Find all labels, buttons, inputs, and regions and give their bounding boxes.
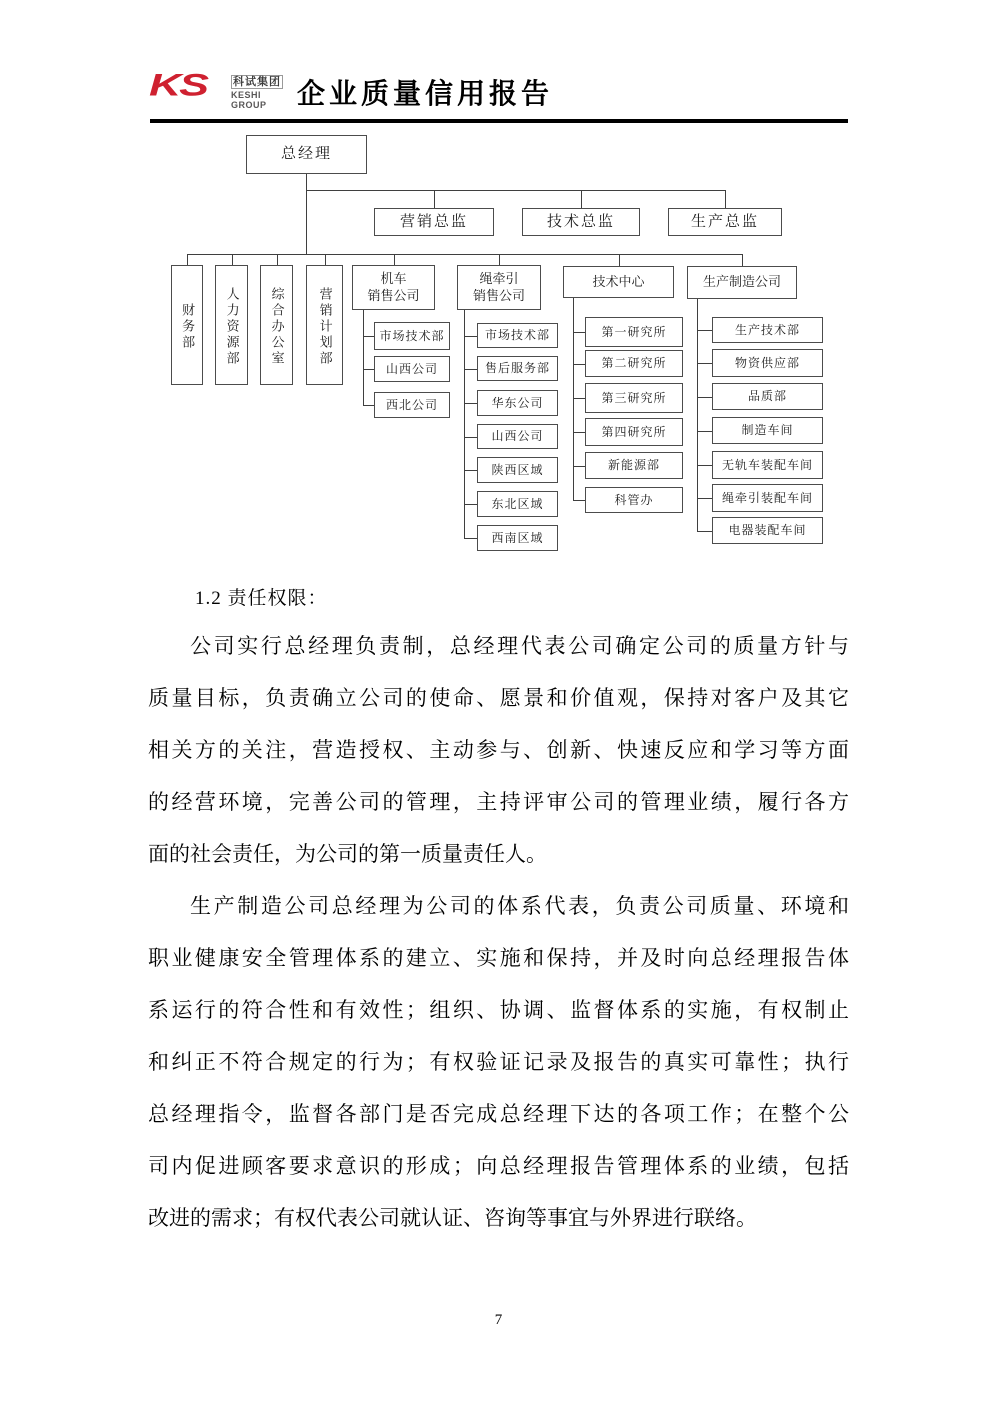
connector-line	[187, 254, 188, 265]
connector-line	[363, 336, 374, 337]
connector-line	[434, 190, 435, 208]
org-node-group-child: 西南区域	[477, 525, 558, 551]
connector-line	[464, 336, 477, 337]
text-line: 改进的需求；有权代表公司就认证、咨询等事宜与外界进行联络。	[148, 1206, 757, 1230]
org-node-group-head: 绳牵引 销售公司	[457, 265, 541, 310]
org-node-group-child: 无轨车装配车间	[712, 451, 823, 479]
logo-company-name-en1: KESHI	[231, 90, 262, 100]
text-line: 总经理指令，监督各部门是否完成总经理下达的各项工作；在整个公	[148, 1102, 849, 1126]
connector-line	[619, 254, 620, 266]
connector-line	[464, 538, 477, 539]
org-node-dept: 营销计划部	[306, 265, 343, 385]
org-node-director: 营销总监	[374, 208, 494, 236]
connector-line	[697, 363, 712, 364]
text-line: 质量目标，负责确立公司的使命、愿景和价值观，保持对客户及其它	[148, 686, 849, 710]
connector-line	[697, 498, 712, 499]
text-line: 的经营环境，完善公司的管理，主持评审公司的管理业绩，履行各方	[148, 790, 849, 814]
document-title: 企业质量信用报告	[297, 79, 554, 110]
connector-line	[363, 310, 364, 405]
org-node-root: 总经理	[246, 135, 367, 174]
text-line: 职业健康安全管理体系的建立、实施和保持，并及时向总经理报告体	[148, 946, 849, 970]
connector-line	[306, 174, 307, 254]
org-node-group-child: 山西公司	[374, 356, 450, 382]
connector-line	[697, 431, 712, 432]
connector-line	[464, 470, 477, 471]
org-node-group-child: 品质部	[712, 383, 823, 410]
connector-line	[394, 254, 395, 265]
org-node-group-child: 华东公司	[477, 390, 558, 416]
section-heading: 1.2 责任权限：	[195, 588, 328, 609]
org-node-group-child: 售后服务部	[477, 356, 558, 381]
connector-line	[363, 405, 374, 406]
connector-line	[464, 369, 477, 370]
org-node-group-child: 东北区域	[477, 491, 558, 517]
logo-company-name-cn: 科试集团	[233, 76, 281, 88]
org-node-group-head: 机车 销售公司	[352, 265, 435, 310]
connector-line	[464, 437, 477, 438]
org-node-director: 生产总监	[668, 208, 782, 236]
org-node-group-child: 第二研究所	[585, 350, 683, 377]
connector-line	[573, 466, 585, 467]
body-text	[148, 620, 849, 1244]
connector-line	[325, 254, 326, 265]
connector-line	[277, 254, 278, 265]
header-divider	[150, 119, 848, 123]
org-node-group-child: 科管办	[585, 487, 683, 513]
org-node-group-child: 物资供应部	[712, 349, 823, 377]
connector-line	[187, 254, 743, 255]
connector-line	[573, 332, 585, 333]
connector-line	[697, 330, 712, 331]
text-line: 司内促进顾客要求意识的形成；向总经理报告管理体系的业绩，包括	[148, 1154, 849, 1178]
connector-line	[363, 369, 374, 370]
connector-line	[573, 432, 585, 433]
connector-line	[306, 190, 726, 191]
connector-line	[573, 398, 585, 399]
org-node-group-child: 市场技术部	[477, 323, 558, 348]
text-line: 和纠正不符合规定的行为；有权验证记录及报告的真实可靠性；执行	[148, 1050, 849, 1074]
text-line: 面的社会责任，为公司的第一质量责任人。	[148, 842, 547, 866]
org-node-group-child: 电器装配车间	[712, 517, 823, 544]
org-node-group-child: 西北公司	[374, 392, 450, 418]
connector-line	[573, 500, 585, 501]
text-line: 系运行的符合性和有效性；组织、协调、监督体系的实施，有权制止	[148, 998, 849, 1022]
connector-line	[464, 504, 477, 505]
org-node-group-child: 新能源部	[585, 452, 683, 479]
text-line: 相关方的关注，营造授权、主动参与、创新、快速反应和学习等方面	[148, 738, 849, 762]
logo-company-name-en2: GROUP	[231, 100, 267, 110]
org-node-dept: 财务部	[171, 265, 203, 385]
org-node-group-child: 制造车间	[712, 417, 823, 444]
org-node-group-head: 技术中心	[563, 266, 674, 298]
org-node-director: 技术总监	[522, 208, 640, 236]
org-node-group-child: 第四研究所	[585, 418, 683, 446]
org-node-group-child: 绳牵引装配车间	[712, 484, 823, 512]
org-node-group-child: 生产技术部	[712, 317, 823, 343]
text-line: 生产制造公司总经理为公司的体系代表，负责公司质量、环境和	[190, 894, 849, 918]
org-node-dept: 人力资源部	[215, 265, 248, 385]
connector-line	[697, 397, 712, 398]
connector-line	[464, 403, 477, 404]
connector-line	[573, 364, 585, 365]
connector-line	[742, 254, 743, 266]
connector-line	[232, 254, 233, 265]
connector-line	[499, 254, 500, 265]
org-node-dept: 综合办公室	[260, 265, 293, 385]
company-logo-icon: KS	[149, 68, 207, 103]
connector-line	[725, 190, 726, 208]
org-node-group-child: 山西公司	[477, 424, 558, 449]
org-node-group-child: 市场技术部	[374, 322, 450, 350]
page-number: 7	[494, 1312, 503, 1328]
connector-line	[573, 298, 574, 500]
org-node-group-child: 陕西区域	[477, 457, 558, 483]
connector-line	[697, 465, 712, 466]
connector-line	[697, 299, 698, 531]
text-line: 公司实行总经理负责制，总经理代表公司确定公司的质量方针与	[190, 634, 849, 658]
connector-line	[581, 190, 582, 208]
org-node-group-child: 第三研究所	[585, 383, 683, 413]
org-node-group-head: 生产制造公司	[687, 266, 797, 299]
connector-line	[697, 531, 712, 532]
org-node-group-child: 第一研究所	[585, 317, 683, 347]
